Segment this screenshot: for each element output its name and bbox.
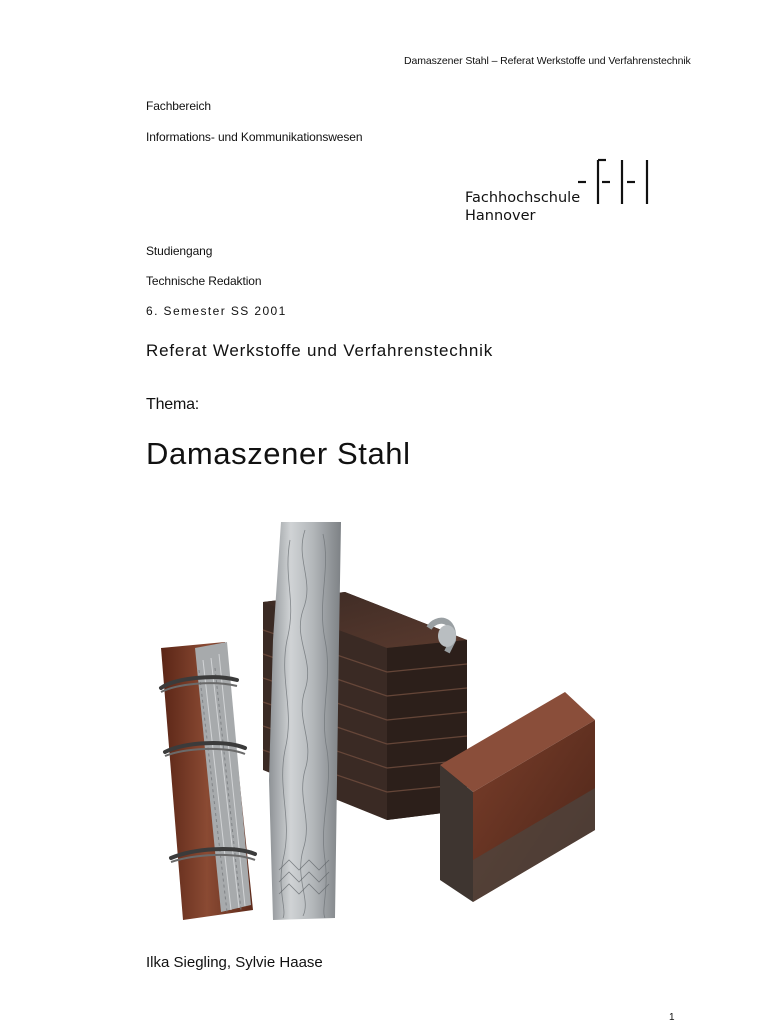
semester: 6. Semester SS 2001 (146, 304, 287, 318)
authors: Ilka Siegling, Sylvie Haase (146, 954, 323, 971)
page-number: 1 (669, 1012, 675, 1023)
course-name: Technische Redaktion (146, 274, 262, 288)
document-title: Damaszener Stahl (146, 436, 411, 471)
damascus-steel-photo (155, 520, 605, 930)
running-header: Damaszener Stahl – Referat Werkstoffe und Verfahrenstechnik (404, 55, 691, 67)
department-name: Informations- und Kommunikationswesen (146, 130, 363, 144)
logo-line-2: Hannover (465, 208, 536, 224)
course-label: Studiengang (146, 244, 213, 258)
department-label: Fachbereich (146, 99, 211, 113)
report-subtitle: Referat Werkstoffe und Verfahrenstechnik (146, 341, 493, 360)
logo-line-1: Fachhochschule (465, 190, 581, 206)
university-logo (463, 156, 657, 226)
thema-label: Thema: (146, 396, 200, 413)
fh-logo-mark-icon (463, 156, 657, 226)
